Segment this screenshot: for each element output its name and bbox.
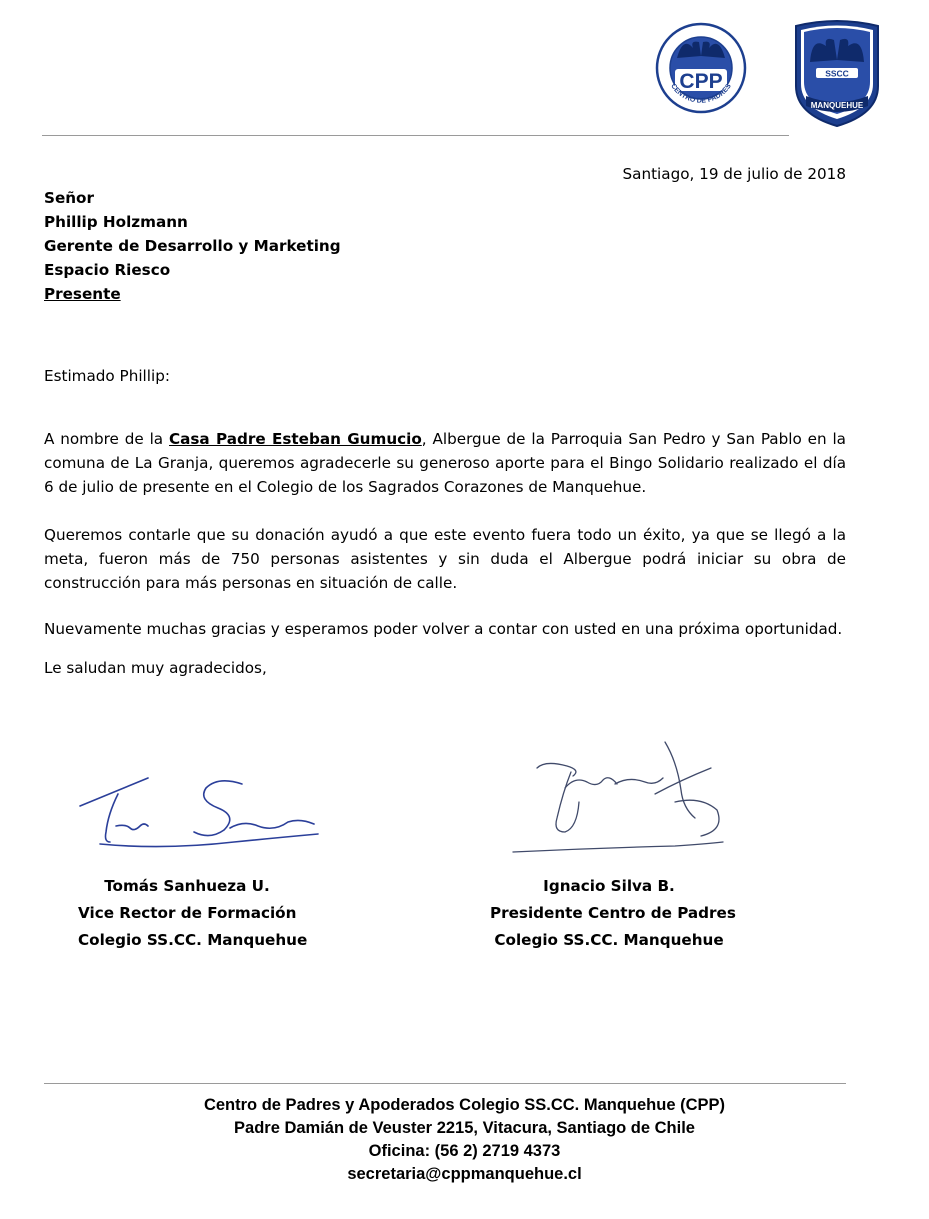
cpp-ring-text: CENTRO DE PADRES xyxy=(669,82,733,105)
signatory-left xyxy=(78,873,308,954)
signature-left xyxy=(74,764,324,854)
footer-email[interactable]: secretaria@cppmanquehue.cl xyxy=(347,1165,582,1183)
signatory-right xyxy=(490,873,736,954)
recipient-company: Espacio Riesco xyxy=(44,261,171,279)
footer-address: Padre Damián de Veuster 2215, Vitacura, Santiago de Chile xyxy=(234,1119,695,1137)
recipient-title: Gerente de Desarrollo y Marketing xyxy=(44,237,341,255)
header-divider xyxy=(42,135,789,136)
cpp-logo-text: CPP xyxy=(679,70,723,93)
signatory-left-title: Vice Rector de Formación xyxy=(78,904,297,922)
cpp-logo-graphic xyxy=(655,18,747,118)
recipient-name: Phillip Holzmann xyxy=(44,213,188,231)
paragraph-2: Queremos contarle que su donación ayudó a que este evento fuera todo un éxito, ya que se llegó a la meta, fueron más de 750 personas asistentes y sin duda el Albergue podrá iniciar su obra de construcción para más personas en situación de calle. xyxy=(44,526,846,592)
paragraph-1-start: A nombre de la xyxy=(44,430,169,448)
footer-org: Centro de Padres y Apoderados Colegio SS.CC. Manquehue (CPP) xyxy=(203,1096,726,1114)
signatory-left-org: Colegio SS.CC. Manquehue xyxy=(78,931,308,949)
school-crest-banner: MANQUEHUE xyxy=(810,101,864,110)
paragraph-1 xyxy=(44,427,846,499)
signature-right xyxy=(505,732,735,860)
letter-date: Santiago, 19 de julio de 2018 xyxy=(622,165,846,183)
footer-phone: Oficina: (56 2) 2719 4373 xyxy=(368,1142,561,1160)
recipient-block xyxy=(44,186,341,306)
casa-padre-link: Casa Padre Esteban Gumucio xyxy=(169,430,422,448)
signatory-right-name: Ignacio Silva B. xyxy=(543,877,675,895)
paragraph-3: Nuevamente muchas gracias y esperamos poder volver a contar con usted en una próxima oportunidad. xyxy=(44,620,843,638)
school-crest-graphic xyxy=(792,16,882,128)
signatory-right-org: Colegio SS.CC. Manquehue xyxy=(494,931,724,949)
school-crest-logo xyxy=(792,16,882,128)
recipient-presente: Presente xyxy=(44,285,121,303)
signatory-right-title: Presidente Centro de Padres xyxy=(490,904,736,922)
recipient-salutation: Señor xyxy=(44,189,94,207)
paragraph-1-end: , Albergue de la Parroquia San Pedro y San Pablo en la comuna de La Granja, queremos agradecerle su generoso aporte para el Bingo Solidario realizado el día 6 de julio de presente en el Colegio de los Sagrados Corazones de Manquehue. xyxy=(44,430,846,496)
signatory-left-name: Tomás Sanhueza U. xyxy=(104,877,270,895)
greeting: Estimado Phillip: xyxy=(44,367,170,385)
footer-divider xyxy=(44,1083,846,1084)
closing: Le saludan muy agradecidos, xyxy=(44,659,267,677)
school-crest-text: SSCC xyxy=(825,68,849,79)
cpp-logo xyxy=(655,18,747,118)
